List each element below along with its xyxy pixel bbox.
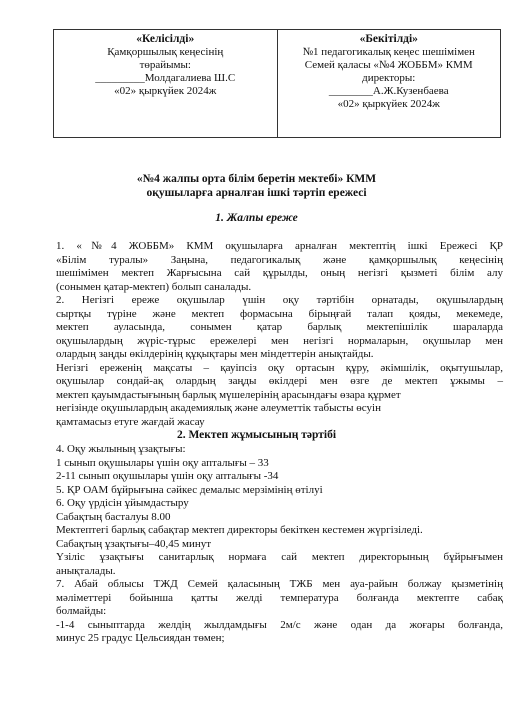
text-line: қамтамасыз етуге жағдай жасау [56, 415, 205, 428]
text-line: оқушылар сондай-ақ олардың заңды өкілдері мен өзге де мектеп ұжымы – [56, 375, 503, 387]
agreed-date: «02» қыркүйек 2024ж [114, 85, 217, 97]
text-line: 2-11 сынып оқушылары үшін оқу апталығы -34 [56, 470, 279, 482]
approved-date: «02» қыркүйек 2024ж [337, 98, 440, 110]
text-line: Мектептегі барлық сабақтар мектеп директоры бекіткен кестемен жүргізіледі. [56, 524, 423, 536]
text-line: шешімімен мектеп Жарғысына сай құрылды, оның негізгі қызметі білім алу [56, 267, 503, 279]
approved-line: №1 педагогикалық кеңес шешімімен [302, 46, 475, 58]
section-2-body [56, 443, 503, 646]
agreed-signature: _________Молдагалиева Ш.С [95, 72, 236, 84]
text-line: мектеп қауымдастығының барлық мүшелерінің арасындағы өзара құрмет [56, 388, 401, 401]
approved-heading: «Бекітілді» [359, 33, 418, 45]
text-line: 5. ҚР ОАМ бұйрығына сәйкес демалыс мерзімінің өтілуі [56, 483, 323, 496]
agreed-block [54, 30, 277, 137]
text-line: мектеп ауласында, сонымен қатар барлық мектепішілік шараларда [56, 321, 503, 333]
text-line: болмайды: [56, 605, 107, 617]
text-line: Үзіліс ұзақтығы санитарлық нормаға сай мектеп директорының бұйрығымен [56, 551, 503, 563]
approved-block [277, 30, 501, 137]
text-line: 6. Оқу үрдісін ұйымдастыру [56, 497, 189, 509]
section-heading: 2. Мектеп жұмысының тәртібі [176, 429, 337, 441]
title-line: оқушыларға арналған ішкі тәртіп ережесі [146, 187, 367, 199]
text-line: мәліметтері бойынша қатты желді температура болғанда мектепте сабақ [56, 591, 503, 604]
text-line: негізінде оқушылардың академиялық және әлеуметтік табысты өсуін [56, 402, 381, 414]
approved-signature: ________А.Ж.Кузенбаева [328, 85, 449, 97]
text-line: олардың заңды өкілдерінің құқықтары мен міндеттерін анықтайды. [56, 348, 374, 360]
text-line: 1 сынып оқушылары үшін оқу апталығы – 33 [56, 456, 269, 469]
text-line: 1. «№4 ЖОББМ» КММ оқушыларға арналған мектептің ішкі Ережесі ҚР [56, 240, 503, 252]
approved-line: Семей қаласы «№4 ЖОББМ» КММ [304, 59, 473, 71]
text-line: «Білім туралы» Заңына, педагогикалық және қамқоршылық кеңесінің [56, 253, 503, 266]
approval-table [53, 29, 501, 138]
text-line: оқушылардың жүріс-тұрыс ережелері мен негізгі нормаларын, оқушылар мен [56, 334, 503, 347]
paragraph-1 [56, 240, 503, 429]
approved-line: директоры: [362, 72, 416, 84]
title-line: «№4 жалпы орта білім беретін мектебі» КММ [136, 173, 377, 185]
text-line: (сонымен қатар-мектеп) болып саналады. [56, 280, 252, 293]
text-line: -1-4 сыныптарда желдің жылдамдығы 2м/с және одан да жоғары болғанда, [56, 618, 503, 631]
section-heading: 1. Жалпы ереже [215, 212, 298, 224]
agreed-line: төрайымы: [139, 59, 191, 71]
text-line: 4. Оқу жылының ұзақтығы: [56, 443, 186, 455]
agreed-line: Қамқоршылық кеңесінің [107, 46, 224, 58]
text-line: Сабақтың басталуы 8.00 [56, 510, 171, 523]
text-line: Сабақтың ұзақтығы–40,45 минут [56, 537, 212, 550]
document-title [0, 172, 513, 200]
text-line: сыртқы түріне және мектеп формасына бірыңғай талап қояды, мекемеде, [56, 307, 503, 320]
text-line: минус 25 градус Цельсиядан төмен; [56, 632, 225, 644]
agreed-heading: «Келісілді» [136, 33, 195, 45]
text-line: 2. Негізгі ереже оқушылар үшін оқу тәртібін орнатады, оқушылардың [56, 294, 503, 306]
text-line: анықталады. [56, 564, 116, 577]
text-line: Негізгі ереженің мақсаты – қауіпсіз оқу ортасын құру, әкімшілік, оқытушылар, [56, 361, 503, 374]
text-line: 7. Абай облысы ТЖД Семей қаласының ТЖБ мен ауа-райын болжау қызметінің [56, 578, 503, 590]
